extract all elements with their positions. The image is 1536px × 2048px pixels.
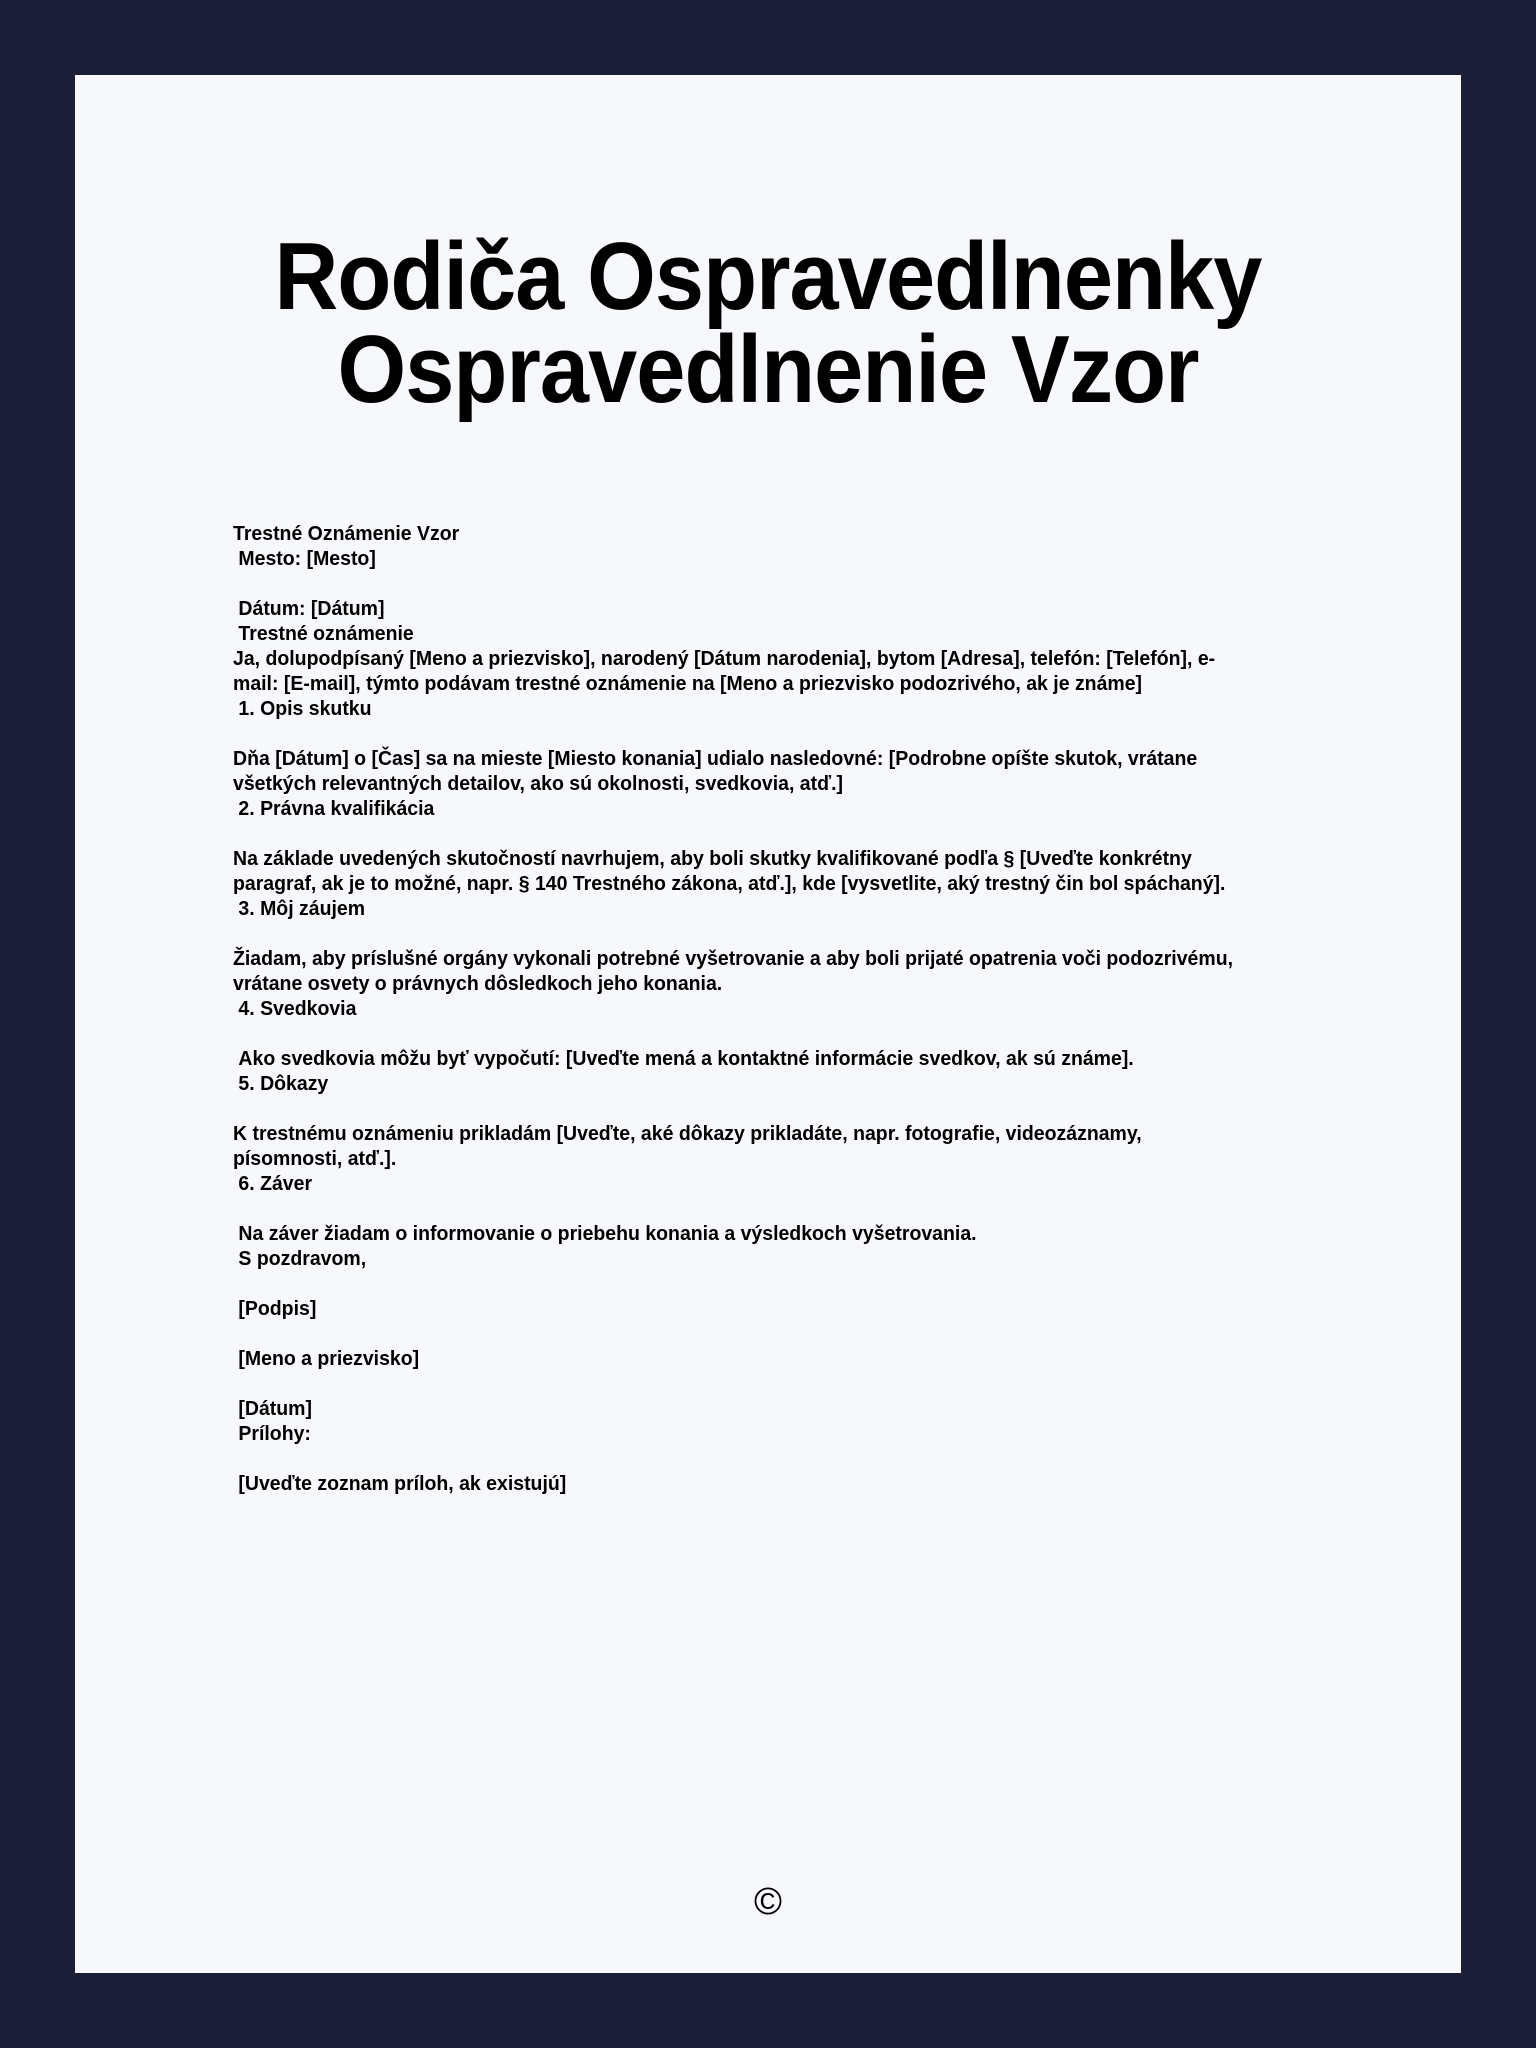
placeholder-fullname: [Meno a priezvisko] <box>233 1347 420 1371</box>
field-date: Dátum: [Dátum] <box>233 597 385 621</box>
section-5-body: K trestnému oznámeniu prikladám [Uveďte, aké dôkazy prikladáte, napr. fotografie, videozáznamy, písomnosti, atď.]. <box>233 1122 1148 1171</box>
heading-criminal-complaint: Trestné oznámenie <box>233 622 414 646</box>
field-city: Mesto: [Mesto] <box>233 547 376 571</box>
document-body <box>233 416 1303 1496</box>
label-attachments: Prílohy: <box>233 1422 311 1446</box>
section-5-heading: 5. Dôkazy <box>233 1072 329 1096</box>
section-1-body: Dňa [Dátum] o [Čas] sa na mieste [Miesto konania] udialo nasledovné: [Podrobne opíšte skutok, vrátane všetkých relevantných detailov, ako sú okolnosti, svedkovia, atď.] <box>233 747 1203 796</box>
document-footer <box>75 1883 1461 1973</box>
section-2-heading: 2. Právna kvalifikácia <box>233 797 435 821</box>
placeholder-date: [Dátum] <box>233 1397 312 1421</box>
paragraph-declarant: Ja, dolupodpísaný [Meno a priezvisko], narodený [Dátum narodenia], bytom [Adresa], telefón: [Telefón], e-mail: [E-mail], týmto podávam trestné oznámenie na [Meno a priezvisko podozrivého, ak je známe] <box>233 647 1216 696</box>
section-4-heading: 4. Svedkovia <box>233 997 357 1021</box>
section-4-body: Ako svedkovia môžu byť vypočutí: [Uveďte mená a kontaktné informácie svedkov, ak sú známe]. <box>233 1047 1134 1071</box>
heading-doc-type: Trestné Oznámenie Vzor <box>233 522 460 546</box>
closing-salutation: S pozdravom, <box>233 1247 367 1271</box>
page-title: Rodiča Ospravedlnenky Ospravedlnenie Vzor <box>274 223 1262 424</box>
section-6-heading: 6. Záver <box>233 1172 313 1196</box>
document-page <box>75 75 1461 1973</box>
section-1-heading: 1. Opis skutku <box>233 697 372 721</box>
section-2-body: Na základe uvedených skutočností navrhujem, aby boli skutky kvalifikované podľa § [Uveďte konkrétny paragraf, ak je to možné, napr. § 140 Trestného zákona, atď.], kde [vysvetlite, aký trestný čin bol spáchaný]. <box>233 847 1226 896</box>
section-6-body: Na záver žiadam o informovanie o priebehu konania a výsledkoch vyšetrovania. <box>233 1222 977 1246</box>
section-3-body: Žiadam, aby príslušné orgány vykonali potrebné vyšetrovanie a aby boli prijaté opatrenia voči podozrivému, vrátane osvety o právnych dôsledkoch jeho konania. <box>233 947 1239 996</box>
section-3-heading: 3. Môj záujem <box>233 897 366 921</box>
copyright-icon: © <box>754 1881 782 1923</box>
placeholder-signature: [Podpis] <box>233 1297 317 1321</box>
placeholder-attachments: [Uveďte zoznam príloh, ak existujú] <box>233 1472 567 1496</box>
